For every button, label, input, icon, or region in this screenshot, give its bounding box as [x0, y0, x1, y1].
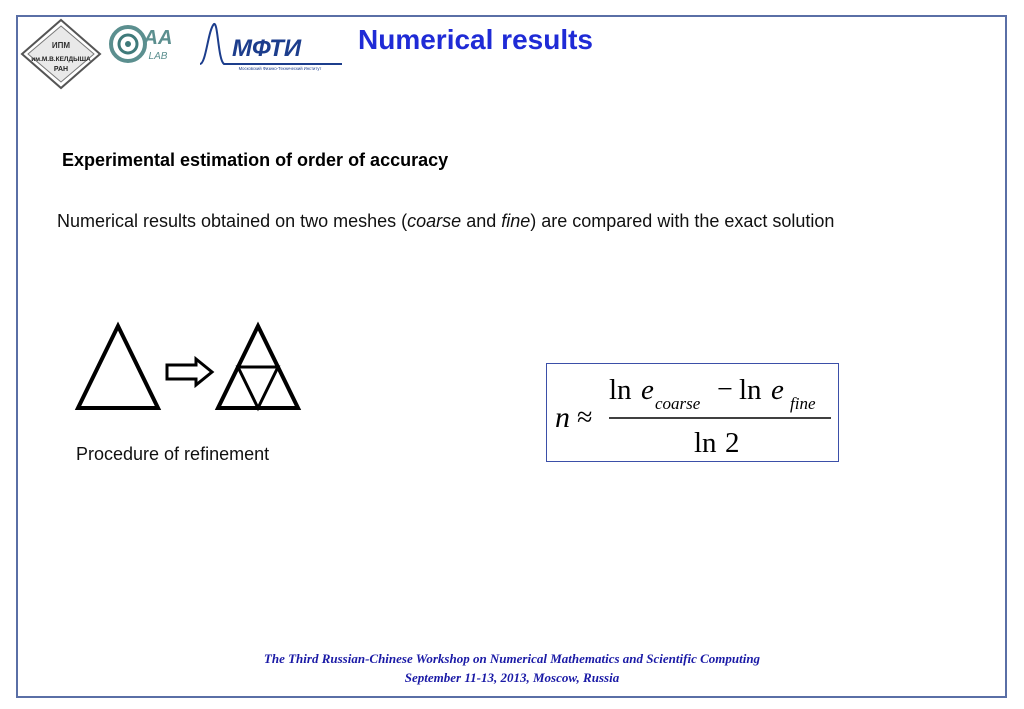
page-title: Numerical results: [358, 24, 593, 55]
svg-text:≈: ≈: [577, 402, 593, 433]
order-of-accuracy-formula: [547, 364, 838, 461]
svg-text:n: n: [555, 401, 570, 434]
refinement-arrow-icon: [167, 359, 212, 385]
intro-paragraph: Numerical results obtained on two meshes (coarse and fine) are compared with the exact solution: [57, 211, 835, 231]
mipt-logo: [196, 20, 346, 72]
svg-text:2: 2: [725, 427, 740, 459]
svg-text:им.М.В.КЕЛДЫША: им.М.В.КЕЛДЫША: [31, 56, 91, 63]
svg-text:e: e: [641, 374, 654, 406]
svg-text:ИПМ: ИПМ: [51, 41, 71, 50]
svg-text:РАН: РАН: [53, 66, 69, 73]
aa-lab-logo: [108, 22, 180, 66]
svg-text:Московский Физико-Технический: Московский Физико-Технический Институт: [238, 66, 322, 71]
svg-text:МФТИ: МФТИ: [232, 35, 302, 62]
footer-workshop-dates: September 11-13, 2013, Moscow, Russia: [404, 670, 620, 685]
svg-text:ln: ln: [694, 427, 717, 459]
keldysh-institute-logo: [20, 18, 102, 90]
figure-caption: Procedure of refinement: [76, 444, 270, 464]
svg-text:LAB: LAB: [148, 51, 168, 62]
section-subtitle: Experimental estimation of order of accuracy: [62, 150, 449, 170]
svg-text:e: e: [771, 374, 784, 406]
svg-text:coarse: coarse: [655, 394, 701, 413]
svg-text:−: −: [717, 374, 733, 405]
svg-text:ln: ln: [739, 374, 762, 406]
formula-box: [546, 363, 839, 462]
svg-text:AA: AA: [143, 27, 173, 49]
refinement-figure: [70, 320, 310, 416]
svg-text:ln: ln: [609, 374, 632, 406]
coarse-triangle: [78, 326, 158, 408]
fine-triangle-inner: [238, 367, 278, 408]
svg-text:fine: fine: [790, 394, 816, 413]
footer-workshop-title: The Third Russian-Chinese Workshop on Numerical Mathematics and Scientific Computing: [263, 651, 761, 666]
